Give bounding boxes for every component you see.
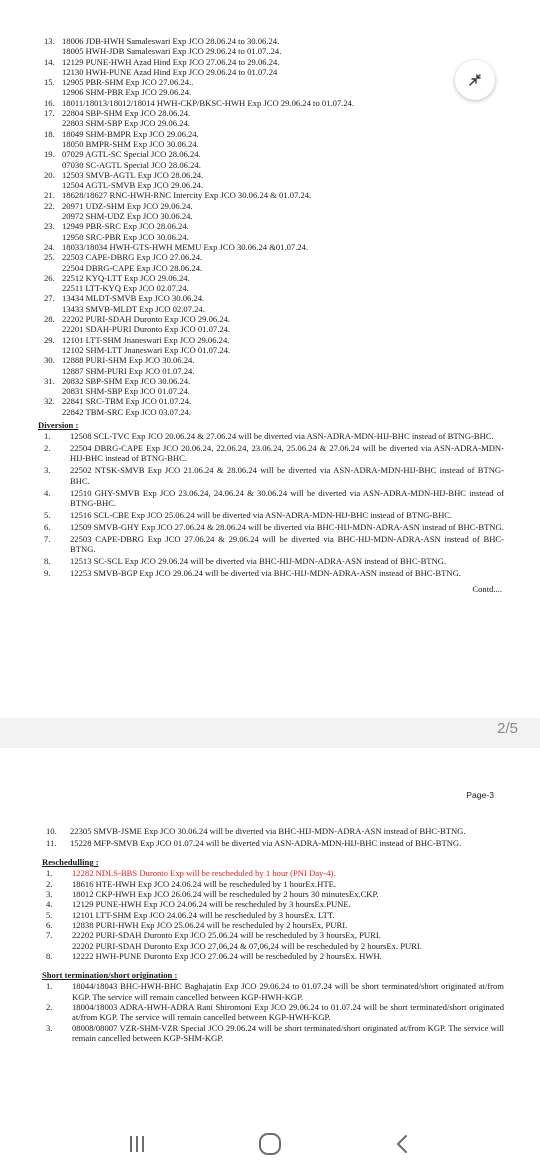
item-text	[72, 930, 504, 951]
system-navigation-bar	[0, 1118, 540, 1170]
rescheduling-item	[42, 930, 504, 951]
item-line: 22201 SDAH-PURI Duronto Exp JCO 01.07.24.	[62, 324, 231, 335]
item-number: 18.	[44, 128, 55, 139]
rescheduling-item	[42, 889, 504, 899]
item-line: 22803 SHM-SBP Exp JCO 29.06.24.	[62, 118, 190, 129]
diversion-item	[38, 488, 504, 509]
item-number: 14.	[44, 56, 55, 67]
item-text-main: 12516 SCL-CBE Exp JCO 25.06.24 will be diverted via ASN-ADRA-MDN-HIJ-BHC instead of BTNG-BHC.	[70, 509, 453, 520]
item-line: 12504 AGTL-SMVB Exp JCO 29.06.24.	[62, 180, 204, 191]
diversion-item	[38, 522, 504, 532]
item-text	[70, 443, 504, 464]
item-lines	[62, 77, 504, 98]
item-lines	[62, 314, 504, 335]
home-icon	[256, 1130, 284, 1158]
item-text-main: 12129 PUNE-HWH Exp JCO 24.06.24 will be rescheduled by 3 hoursEx.PUNE.	[72, 899, 351, 910]
item-text	[72, 981, 504, 1002]
diversion-item	[38, 431, 504, 441]
item-number: 21.	[44, 190, 55, 201]
item-text	[70, 488, 504, 509]
item-text-main: 12513 SC-SCL Exp JCO 29.06.24 will be diverted via BHC-HIJ-MDN-ADRA-ASN instead of BHC-BTNG.	[70, 555, 447, 566]
item-text-main: 12838 PURI-HWH Exp JCO 25.06.24 will be rescheduled by 2 hoursEx, PURI.	[72, 919, 348, 930]
item-text-main: 22504 DBRG-CAPE Exp JCO 20.06.24, 22.06.24, 23.06.24, 25.06.24 & 27.06.24 will be diverted via ASN-ADRA-MDN-HIJ-BHC instead of BTNG-BHC.	[70, 443, 504, 464]
item-text-main: 18616 HTE-HWH Exp JCO 24.06.24 will be rescheduled by 1 hourEx.HTE.	[72, 878, 336, 889]
item-text-main: 15228 MFP-SMVB Exp JCO 01.07.24 will be diverted via ASN-ADRA-MDN-HIJ-BHC instead of BHC-BTNG.	[70, 837, 462, 848]
item-text	[70, 534, 504, 555]
item-line: 12129 PUNE-HWH Azad Hind Exp JCO 27.06.24 to 29.06.24.	[62, 56, 280, 67]
item-line: 22202 PURI-SDAH Duronto Exp JCO 29.06.24.	[62, 314, 231, 325]
list-item	[38, 170, 504, 191]
list-item	[38, 221, 504, 242]
item-line: 12888 PURI-SHM Exp JCO 30.06.24.	[62, 355, 195, 366]
item-line: 12906 SHM-PBR Exp JCO 29.06.24.	[62, 87, 192, 98]
item-line: 20971 UDZ-SHM Exp JCO 29.06.24.	[62, 200, 193, 211]
item-text-extra: 22202 PURI-SDAH Duronto Exp JCO 27,06,24 & 07,06,24 will be rescheduled by 2 hoursEx. PURI.	[72, 940, 422, 951]
item-number: 24.	[44, 241, 55, 252]
item-number: 9.	[44, 567, 51, 578]
item-line: 12887 SHM-PURI Exp JCO 01.07.24.	[62, 365, 195, 376]
short-termination-item	[42, 1023, 504, 1044]
diversion-title: Diversion :	[38, 419, 79, 430]
item-lines	[62, 242, 504, 252]
item-number: 2.	[46, 1002, 53, 1013]
diversion-item	[38, 556, 504, 566]
short-termination-title: Short termination/short origination :	[42, 970, 178, 981]
item-number: 6.	[46, 919, 53, 930]
item-text-main: 22305 SMVB-JSME Exp JCO 30.06.24 will be diverted via BHC-HIJ-MDN-ADRA-ASN instead of BHC-BTNG.	[70, 826, 466, 836]
item-number: 8.	[44, 555, 51, 566]
item-number: 10.	[46, 826, 57, 836]
item-lines	[62, 170, 504, 191]
item-number: 15.	[44, 77, 55, 88]
list-item	[38, 355, 504, 376]
recents-button[interactable]	[107, 1124, 167, 1164]
recents-icon	[126, 1133, 148, 1155]
item-line: 18050 BMPR-SHM Exp JCO 30.06.24.	[62, 138, 199, 149]
item-line: 18011/18013/18012/18014 HWH-CKP/BKSC-HWH Exp JCO 29.06.24 to 01.07.24.	[62, 97, 355, 108]
rescheduling-item	[42, 910, 504, 920]
jco-list	[38, 36, 504, 417]
item-number: 13.	[44, 36, 55, 46]
item-lines	[62, 36, 504, 57]
item-line: 07030 SC-AGTL Special JCO 28.06.24.	[62, 159, 201, 170]
list-item	[38, 242, 504, 252]
item-line: 18049 SHM-BMPR Exp JCO 29.06.24.	[62, 128, 199, 139]
item-number: 32.	[44, 396, 55, 407]
item-number: 23.	[44, 221, 55, 232]
item-number: 7.	[46, 930, 53, 941]
rescheduling-list	[42, 868, 504, 961]
list-item	[38, 108, 504, 129]
list-item	[38, 201, 504, 222]
item-number: 16.	[44, 97, 55, 108]
rescheduling-item	[42, 920, 504, 930]
item-text	[70, 838, 504, 848]
item-lines	[62, 376, 504, 397]
item-line: 12101 LTT-SHM Jnaneswari Exp JCO 29.06.24.	[62, 334, 230, 345]
item-line: 12950 SRC-PBR Exp JCO 30.06.24.	[62, 231, 189, 242]
short-termination-list	[42, 981, 504, 1043]
collapse-arrows-icon	[467, 72, 483, 88]
item-number: 11.	[46, 837, 57, 848]
item-line: 07029 AGTL-SC Special JCO 28.06.24.	[62, 149, 201, 160]
list-item	[38, 57, 504, 78]
item-lines	[62, 129, 504, 150]
pdf-page-3	[0, 748, 540, 1118]
item-number: 4.	[46, 899, 53, 910]
item-number: 5.	[44, 509, 51, 520]
item-line: 22841 SRC-TBM Exp JCO 01.07.24.	[62, 396, 192, 407]
list-item	[38, 252, 504, 273]
item-line: 22503 CAPE-DBRG Exp JCO 27.06.24.	[62, 252, 203, 263]
list-item	[38, 190, 504, 200]
item-number: 31.	[44, 375, 55, 386]
list-item	[38, 77, 504, 98]
item-number: 22.	[44, 200, 55, 211]
item-lines	[62, 335, 504, 356]
item-text-main: 12508 SCL-TVC Exp JCO 20.06.24 & 27.06.24 will be diverted via ASN-ADRA-MDN-HIJ-BHC instead of BTNG-BHC.	[70, 431, 494, 442]
item-line: 20831 SHM-SBP Exp JCO 01.07.24.	[62, 386, 190, 397]
collapse-button[interactable]	[455, 60, 495, 100]
diversion-continued-list	[42, 826, 504, 848]
page-content	[42, 826, 504, 1043]
item-line: 22504 DBRG-CAPE Exp JCO 28.06.24.	[62, 262, 203, 273]
contd-label: Contd....	[472, 583, 502, 594]
item-lines	[62, 355, 504, 376]
item-line: 18628/18627 RNC-HWH-RNC Intercity Exp JCO 30.06.24 & 01.07.24.	[62, 190, 312, 201]
item-text	[70, 465, 504, 486]
item-text	[72, 879, 504, 889]
item-text-main: 12253 SMVB-BGP Exp JCO 29.06.24 will be diverted via BHC-HIJ-MDN-ADRA-ASN instead of BHC-BTNG.	[70, 567, 461, 578]
item-text	[70, 522, 504, 532]
item-text	[72, 910, 504, 920]
rescheduling-item	[42, 899, 504, 909]
diversion-item	[38, 465, 504, 486]
item-lines	[62, 98, 504, 108]
short-termination-item	[42, 981, 504, 1002]
back-button[interactable]	[373, 1124, 433, 1164]
item-line: 18005 HWH-JDB Samaleswari Exp JCO 29.06.24 to 01.07..24.	[62, 46, 282, 57]
home-button[interactable]	[240, 1124, 300, 1164]
item-text-main: 12101 LTT-SHM Exp JCO 24.06.24 will be rescheduled by 3 hoursEx. LTT.	[72, 909, 335, 920]
item-number: 19.	[44, 149, 55, 160]
item-number: 3.	[46, 889, 53, 900]
rescheduling-item	[42, 879, 504, 889]
diversion-item	[38, 510, 504, 520]
item-line: 12949 PBR-SRC Exp JCO 28.06.24.	[62, 221, 189, 232]
diversion-item	[38, 534, 504, 555]
item-number: 6.	[44, 521, 51, 532]
page-number-label: Page-3	[466, 790, 494, 800]
diversion-item	[38, 443, 504, 464]
item-number: 4.	[44, 487, 51, 498]
item-text-main: 18004/18003 ADRA-HWH-ADRA Rani Shiromoni Exp JCO 29.06.24 to 01.07.24 will be short terminated/short originated at/from KGP. The service will remain cancelled between KGP-HWH-KGP.	[72, 1002, 504, 1023]
item-text	[70, 510, 504, 520]
item-text-main: 18012 CKP-HWH Exp JCO 26.06.24 will be rescheduled by 2 hours 30 minutesEx.CKP.	[72, 889, 379, 900]
rescheduling-item	[42, 868, 504, 878]
item-text	[72, 1023, 504, 1044]
item-lines	[62, 190, 504, 200]
item-text-main: 22503 CAPE-DBRG Exp JCO 27.06.24 & 29.06.24 will be diverted via BHC-HIJ-MDN-ADRA-ASN instead of BHC-BTNG.	[70, 533, 504, 554]
list-item	[38, 396, 504, 417]
list-item	[38, 98, 504, 108]
short-termination-item	[42, 1002, 504, 1023]
item-number: 8.	[46, 950, 53, 961]
list-item	[38, 293, 504, 314]
item-line: 12102 SHM-LTT Jnaneswari Exp JCO 01.07.24.	[62, 344, 231, 355]
item-number: 26.	[44, 272, 55, 283]
item-number: 1.	[46, 868, 53, 879]
item-lines	[62, 273, 504, 294]
item-line: 12130 HWH-PUNE Azad Hind Exp JCO 29.06.24 to 01.07.24	[62, 66, 278, 77]
item-line: 18033/18034 HWH-GTS-HWH MEMU Exp JCO 30.06.24 &01.07.24.	[62, 241, 309, 252]
rescheduling-item	[42, 951, 504, 961]
item-text	[72, 899, 504, 909]
page-indicator: 2/5	[497, 720, 518, 737]
list-item	[38, 335, 504, 356]
item-number: 29.	[44, 334, 55, 345]
diversion-item	[38, 568, 504, 578]
item-lines	[62, 221, 504, 242]
diversion-list	[38, 431, 504, 578]
item-number: 1.	[46, 981, 53, 992]
list-item	[38, 129, 504, 150]
item-number: 7.	[44, 533, 51, 544]
item-lines	[62, 293, 504, 314]
item-line: 13433 SMVB-MLDT Exp JCO 02.07.24.	[62, 303, 205, 314]
item-text-main: 18044/18043 BHC-HWH-BHC Baghajatin Exp JCO 29.06.24 to 01.07.24 will be short terminated/short originated at/from KGP. The service will remain cancelled between KGP-HWH-KGP.	[72, 981, 504, 1002]
item-line: 20832 SBP-SHM Exp JCO 30.06.24.	[62, 375, 191, 386]
list-item	[38, 36, 504, 57]
item-number: 25.	[44, 252, 55, 263]
diversion-item	[42, 826, 504, 836]
item-text	[72, 951, 504, 961]
item-number: 3.	[46, 1022, 53, 1033]
item-line: 12503 SMVB-AGTL Exp JCO 28.06.24.	[62, 169, 204, 180]
item-lines	[62, 57, 504, 78]
item-line: 22512 KYQ-LTT Exp JCO 29.06.24.	[62, 272, 190, 283]
list-item	[38, 314, 504, 335]
diversion-item	[42, 838, 504, 848]
diversion-section	[38, 420, 504, 578]
page-content	[38, 36, 504, 594]
item-text-main: 22202 PURI-SDAH Duronto Exp JCO 25.06.24 will be rescheduled by 3 hoursEx, PURI.	[72, 930, 381, 941]
back-icon	[392, 1133, 414, 1155]
item-text-main: 08008/08007 VZR-SHM-VZR Special JCO 29.06.24 will be short terminated/short originated at/from KGP. The service will remain cancelled between KGP-SHM-KGP.	[72, 1022, 504, 1043]
item-text	[70, 431, 504, 441]
item-text-main: 12282 NDLS-BBS Duronto Exp will be rescheduled by 1 hour (PNI Day-4).	[72, 868, 336, 879]
item-number: 3.	[44, 465, 51, 476]
item-number: 2.	[46, 878, 53, 889]
item-lines	[62, 201, 504, 222]
item-text	[70, 568, 504, 578]
item-text	[72, 889, 504, 899]
item-number: 30.	[44, 355, 55, 366]
item-number: 20.	[44, 169, 55, 180]
item-line: 13434 MLDT-SMVB Exp JCO 30.06.24.	[62, 293, 205, 304]
list-item	[38, 273, 504, 294]
item-lines	[62, 252, 504, 273]
item-line: 22511 LTT-KYQ Exp JCO 02.07.24.	[62, 283, 189, 294]
item-text	[72, 1002, 504, 1023]
item-text-main: 12222 HWH-PUNE Duronto Exp JCO 27.06.24 will be rescheduled by 2 hoursEx. HWH.	[72, 950, 382, 961]
item-number: 5.	[46, 909, 53, 920]
item-line: 18006 JDB-HWH Samaleswari Exp JCO 28.06.24 to 30.06.24.	[62, 36, 280, 46]
item-number: 17.	[44, 108, 55, 119]
list-item	[38, 376, 504, 397]
item-lines	[62, 108, 504, 129]
item-text-main: 22502 NTSK-SMVB Exp JCO 21.06.24 & 28.06.24 will be diverted via ASN-ADRA-MDN-HIJ-BHC instead of BTNG-BHC.	[70, 465, 504, 486]
item-lines	[62, 149, 504, 170]
item-text-main: 12510 GHY-SMVB Exp JCO 23.06.24, 24.06.24 & 30.06.24 will be diverted via ASN-ADRA-MDN-HIJ-BHC instead of BTNG-BHC.	[70, 487, 504, 508]
item-text	[70, 826, 504, 836]
item-line: 12905 PBR-SHM Exp JCO 27.06.24..	[62, 77, 194, 88]
item-line: 20972 SHM-UDZ Exp JCO 30.06.24.	[62, 211, 193, 222]
item-number: 28.	[44, 314, 55, 325]
item-number: 2.	[44, 443, 51, 454]
item-text	[70, 556, 504, 566]
item-line: 22804 SBP-SHM Exp JCO 28.06.24.	[62, 108, 191, 119]
item-text-main: 12509 SMVB-GHY Exp JCO 27.06.24 & 28.06.24 will be diverted via BHC-HIJ-MDN-ADRA-ASN instead of BHC-BTNG.	[70, 521, 504, 532]
item-number: 27.	[44, 293, 55, 304]
item-text	[72, 868, 504, 878]
item-number: 1.	[44, 431, 51, 442]
list-item	[38, 149, 504, 170]
item-text	[72, 920, 504, 930]
rescheduling-title: Reschedulling :	[42, 857, 99, 868]
item-lines	[62, 396, 504, 417]
item-line: 22842 TBM-SRC Exp JCO 03.07.24.	[62, 406, 192, 417]
